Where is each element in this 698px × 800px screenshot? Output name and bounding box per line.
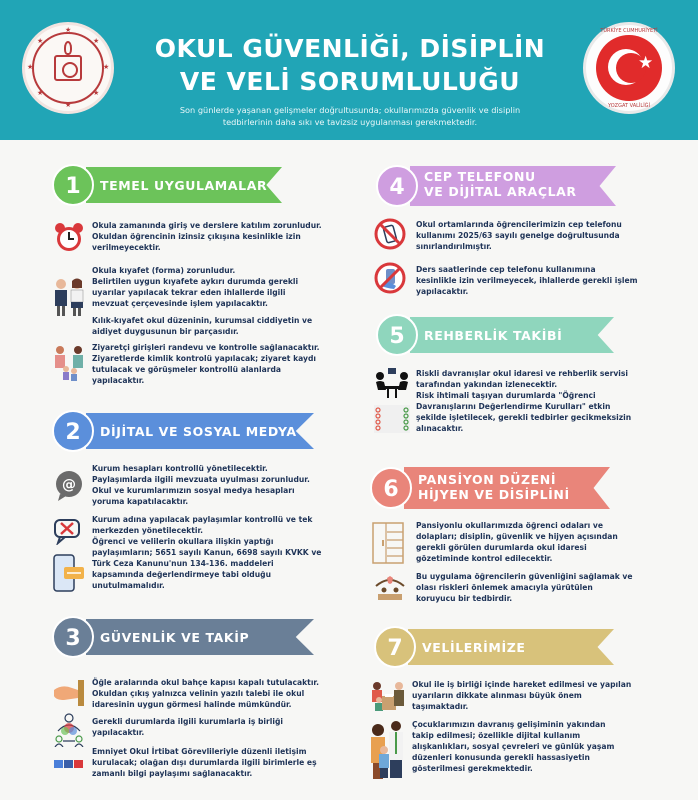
header-banner bbox=[0, 0, 698, 140]
section-6-header: 6 PANSİYON DÜZENİ HİJYEN VE DİSİPLİNİ bbox=[370, 467, 610, 509]
section-6-item-1: Pansiyonlu okullarımızda öğrenci odaları ve dolapları; disiplin, güvenlik ve hijyen açısından gerekli görülen durumlarda okul idaresi gözetiminde kontrol edilecektir. bbox=[416, 521, 618, 563]
section-3-item-1: Öğle aralarında okul bahçe kapısı kapalı tutulacaktır. Okuldan çıkış yalnızca velinin yazılı talebi ile okul idaresinin uygun görmesi halinde mümkündür. bbox=[92, 678, 319, 709]
section-2-header: 2 DİJİTAL VE SOSYAL MEDYA bbox=[52, 413, 314, 449]
phone-message-icon bbox=[52, 553, 86, 593]
section-5-item-1: Riskli davranışlar okul idaresi ve rehberlik servisi tarafından yakından izlenecektir. Risk ihtimali taşıyan durumlarda "Öğrenci Davranışlarını Değerlendirme Kurulları" etkin şekilde işletilecek, gerekli tedbirler gecikmeksizin alınacaktır. bbox=[416, 369, 632, 433]
section-1-header: 1 TEMEL UYGULAMALAR bbox=[52, 167, 282, 203]
section-4-item-2: Ders saatlerinde cep telefonu kullanımına kesinlikle izin verilmeyecek, ihlallerde gerekli işlem yapılacaktır. bbox=[416, 265, 638, 296]
svg-text:@: @ bbox=[62, 477, 76, 493]
family-icon bbox=[368, 720, 406, 780]
uniform-students-icon bbox=[52, 278, 86, 318]
section-5-header: 5 REHBERLİK TAKİBİ bbox=[376, 317, 614, 353]
wardrobe-icon bbox=[372, 522, 404, 564]
protected-students-icon bbox=[374, 572, 406, 602]
page-title: OKUL GÜVENLİĞİ, DİSİPLİN VE VELİ SORUMLULUĞU bbox=[154, 34, 546, 96]
counseling-meeting-icon bbox=[374, 368, 410, 400]
section-4-item-1: Okul ortamlarında öğrencilerimizin cep telefonu kullanımı 2025/63 sayılı genelge doğrultusunda sınırlandırılmıştır. bbox=[416, 220, 622, 251]
hand-locking-door-icon bbox=[52, 680, 86, 706]
blocked-comment-icon bbox=[52, 517, 82, 545]
section-3-header: 3 GÜVENLİK VE TAKİP bbox=[52, 619, 314, 655]
section-3-item-2: Gerekli durumlarda ilgili kurumlarla iş birliği yapılacaktır. bbox=[92, 717, 284, 737]
police-lights-icon bbox=[52, 755, 86, 769]
visitors-icon bbox=[52, 345, 86, 381]
section-2-item-1: Kurum hesapları kontrollü yönetilecektir. Paylaşımlarda ilgili mevzuata uyulması zorunludur. Okul ve kurumlarımızın sosyal medya hesapları yoruma kapatılacaktır. bbox=[92, 464, 310, 506]
section-1-item-4: Ziyaretçi girişleri randevu ve kontrolle sağlanacaktır. Ziyaretlerde kimlik kontrolü yapılacak; ziyaret kaydı tutulacak ve görüşmeler kontrollü alanlarda yapılacaktır. bbox=[92, 343, 320, 385]
section-1-item-3: Kılık-kıyafet okul düzeninin, kurumsal ciddiyetin ve aidiyet duygusunun bir parçasıdır. bbox=[92, 316, 313, 336]
alarm-clock-icon bbox=[54, 222, 84, 252]
milli-egitim-seal-icon: ★ ★ ★ ★ ★ ★ ★ ★ bbox=[22, 22, 114, 114]
no-phone-in-hand-icon bbox=[374, 262, 406, 294]
section-2-item-2: Kurum adına yapılacak paylaşımlar kontrollü ve tek merkezden yönetilecektir. bbox=[92, 515, 313, 535]
section-2-item-3: Öğrenci ve velilerin okullara ilişkin yaptığı paylaşımların; 5651 sayılı Kanun, 6698 sayılı KVKK ve Türk Ceza Kanunu'nun 134-136. maddeleri kapsamında değerlendirmeye tabi olduğu unutulmamalıdır. bbox=[92, 537, 322, 590]
checklist-board-icon bbox=[374, 405, 410, 433]
section-3-item-3: Emniyet Okul İrtibat Görevlileriyle düzenli iletişim kurulacak; olağan dışı durumlarda ilgili birimlerle eş zamanlı bilgi paylaşımı sağlanacaktır. bbox=[92, 747, 317, 778]
no-phone-icon bbox=[374, 218, 406, 250]
section-1-item-1: Okula zamanında giriş ve derslere katılım zorunludur. Okuldan öğrencinin izinsiz çıkışına kesinlikle izin verilmeyecektir. bbox=[92, 221, 322, 252]
section-6-item-2: Bu uygulama öğrencilerin güvenliğini sağlamak ve olası riskleri önlemek amacıyla yürütülen koruyucu bir tedbirdir. bbox=[416, 572, 633, 603]
at-sign-chat-icon bbox=[54, 470, 84, 502]
collaboration-network-icon bbox=[54, 713, 84, 747]
section-7-header: 7 VELİLERİMİZE bbox=[374, 629, 614, 665]
section-4-header: 4 CEP TELEFONU VE DİJİTAL ARAÇLAR bbox=[376, 166, 616, 206]
section-1-item-2: Okula kıyafet (forma) zorunludur. Belirtilen uygun kıyafete aykırı durumda gerekli uyarılar yapılacak tekrar eden ihlallerde ilgili mevzuat çerçevesinde işlem yapılacaktır. bbox=[92, 266, 299, 308]
yozgat-valiligi-seal-icon: TÜRKİYE CUMHURİYETİ ★ YOZGAT VALİLİĞİ bbox=[583, 22, 675, 114]
page-subtitle: Son günlerde yaşanan gelişmeler doğrultusunda; okullarımızda güvenlik ve disiplin tedbirlerinin daha sıkı ve tavizsiz uygulanması gerekmektedir. bbox=[179, 105, 521, 127]
section-7-item-1: Okul ile iş birliği içinde hareket edilmesi ve yapılan uyarıların dikkate alınması büyük önem taşımaktadır. bbox=[412, 680, 632, 711]
parent-teacher-meeting-icon bbox=[370, 680, 406, 712]
section-7-item-2: Çocuklarımızın davranış gelişiminin yakından takip edilmesi; özellikle dijital kullanım alışkanlıkları, sosyal çevreleri ve günlük yaşam düzenleri konusunda gerekli hassasiyetin gösterilmesi gerekmektedir. bbox=[412, 720, 615, 773]
